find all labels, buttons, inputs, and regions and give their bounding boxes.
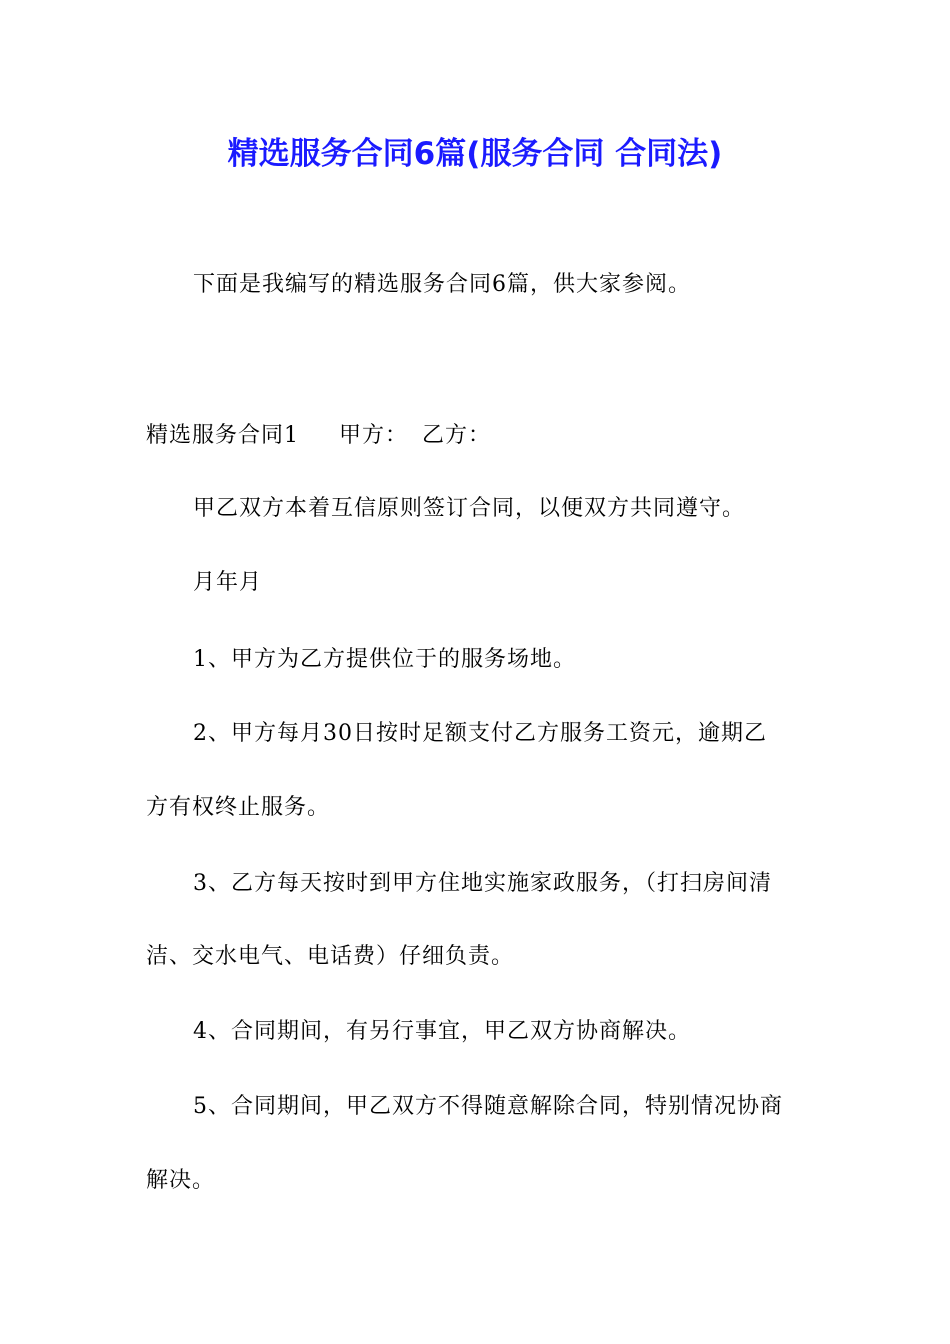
clause-5-continued: 解决。 xyxy=(146,1168,216,1193)
intro-paragraph: 下面是我编写的精选服务合同6篇，供大家参阅。 xyxy=(193,272,691,297)
section-heading: 精选服务合同1 xyxy=(146,423,299,448)
paragraph-line: 月年月 xyxy=(193,570,263,595)
clause-5: 5、合同期间，甲乙双方不得随意解除合同，特别情况协商 xyxy=(193,1094,783,1119)
clause-2-continued: 方有权终止服务。 xyxy=(146,795,331,820)
clause-1: 1、甲方为乙方提供位于的服务场地。 xyxy=(193,647,576,672)
party-a-label: 甲方： xyxy=(339,423,409,448)
document-title: 精选服务合同6篇(服务合同 合同法) xyxy=(227,136,723,172)
clause-2: 2、甲方每月30日按时足额支付乙方服务工资元，逾期乙 xyxy=(193,721,767,746)
contract-heading-line xyxy=(146,421,810,451)
paragraph-line: 甲乙双方本着互信原则签订合同，以便双方共同遵守。 xyxy=(193,496,746,521)
clause-3-continued: 洁、交水电气、电话费）仔细负责。 xyxy=(146,944,515,969)
clause-4: 4、合同期间，有另行事宜，甲乙双方协商解决。 xyxy=(193,1019,691,1044)
party-b-label: 乙方： xyxy=(422,423,492,448)
clause-3: 3、乙方每天按时到甲方住地实施家政服务，（打扫房间清 xyxy=(193,871,772,896)
